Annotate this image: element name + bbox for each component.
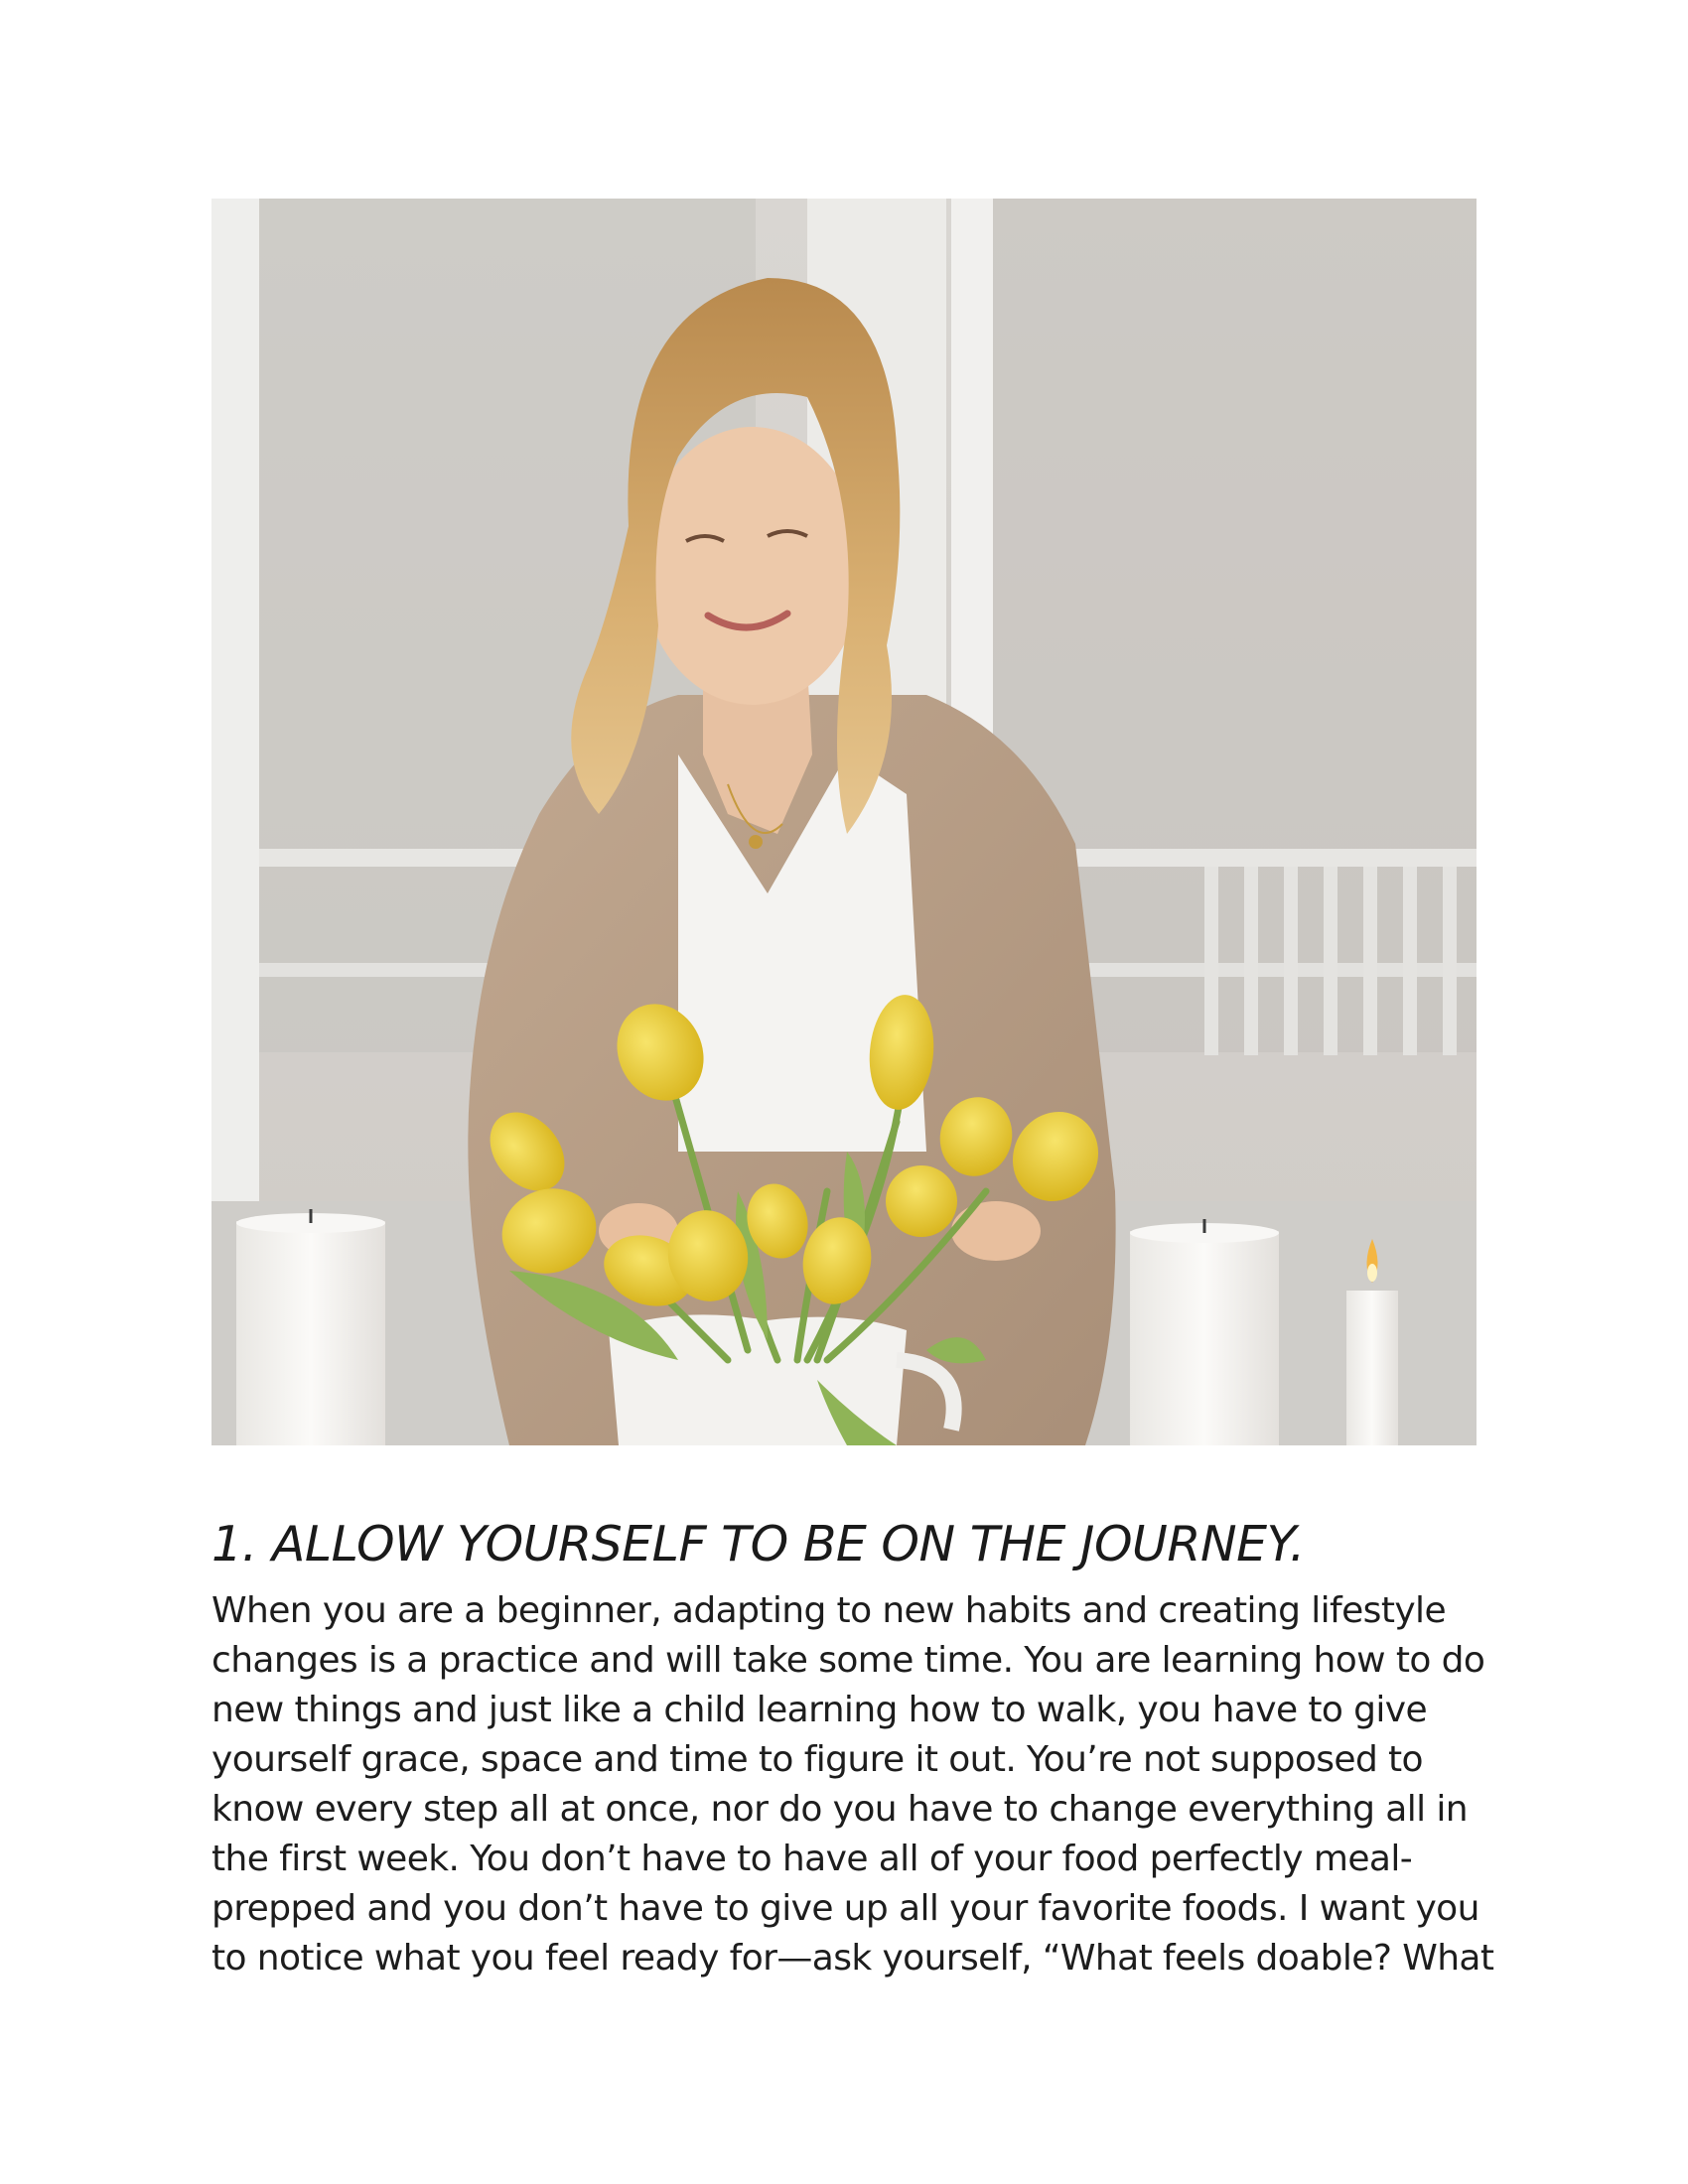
paragraph-line: know every step all at once, nor do you have to change everything all in xyxy=(211,1789,1468,1830)
paragraph-line: When you are a beginner, adapting to new habits and creating lifestyle xyxy=(211,1590,1446,1631)
body-paragraph xyxy=(211,1586,1492,1983)
paragraph-line: changes is a practice and will take some time. You are learning how to do xyxy=(211,1640,1485,1681)
paragraph-line: prepped and you don’t have to give up all your favorite foods. I want you xyxy=(211,1888,1479,1929)
photo-illustration xyxy=(211,199,1477,1445)
paragraph-line: to notice what you feel ready for—ask yourself, “What feels doable? What xyxy=(211,1938,1494,1979)
photo xyxy=(211,199,1477,1445)
section-heading: 1. ALLOW YOURSELF TO BE ON THE JOURNEY. xyxy=(211,1516,1305,1572)
paragraph-line: the first week. You don’t have to have all of your food perfectly meal- xyxy=(211,1839,1413,1879)
paragraph-line: new things and just like a child learning how to walk, you have to give xyxy=(211,1690,1428,1730)
paragraph-line: yourself grace, space and time to figure it out. You’re not supposed to xyxy=(211,1739,1423,1780)
